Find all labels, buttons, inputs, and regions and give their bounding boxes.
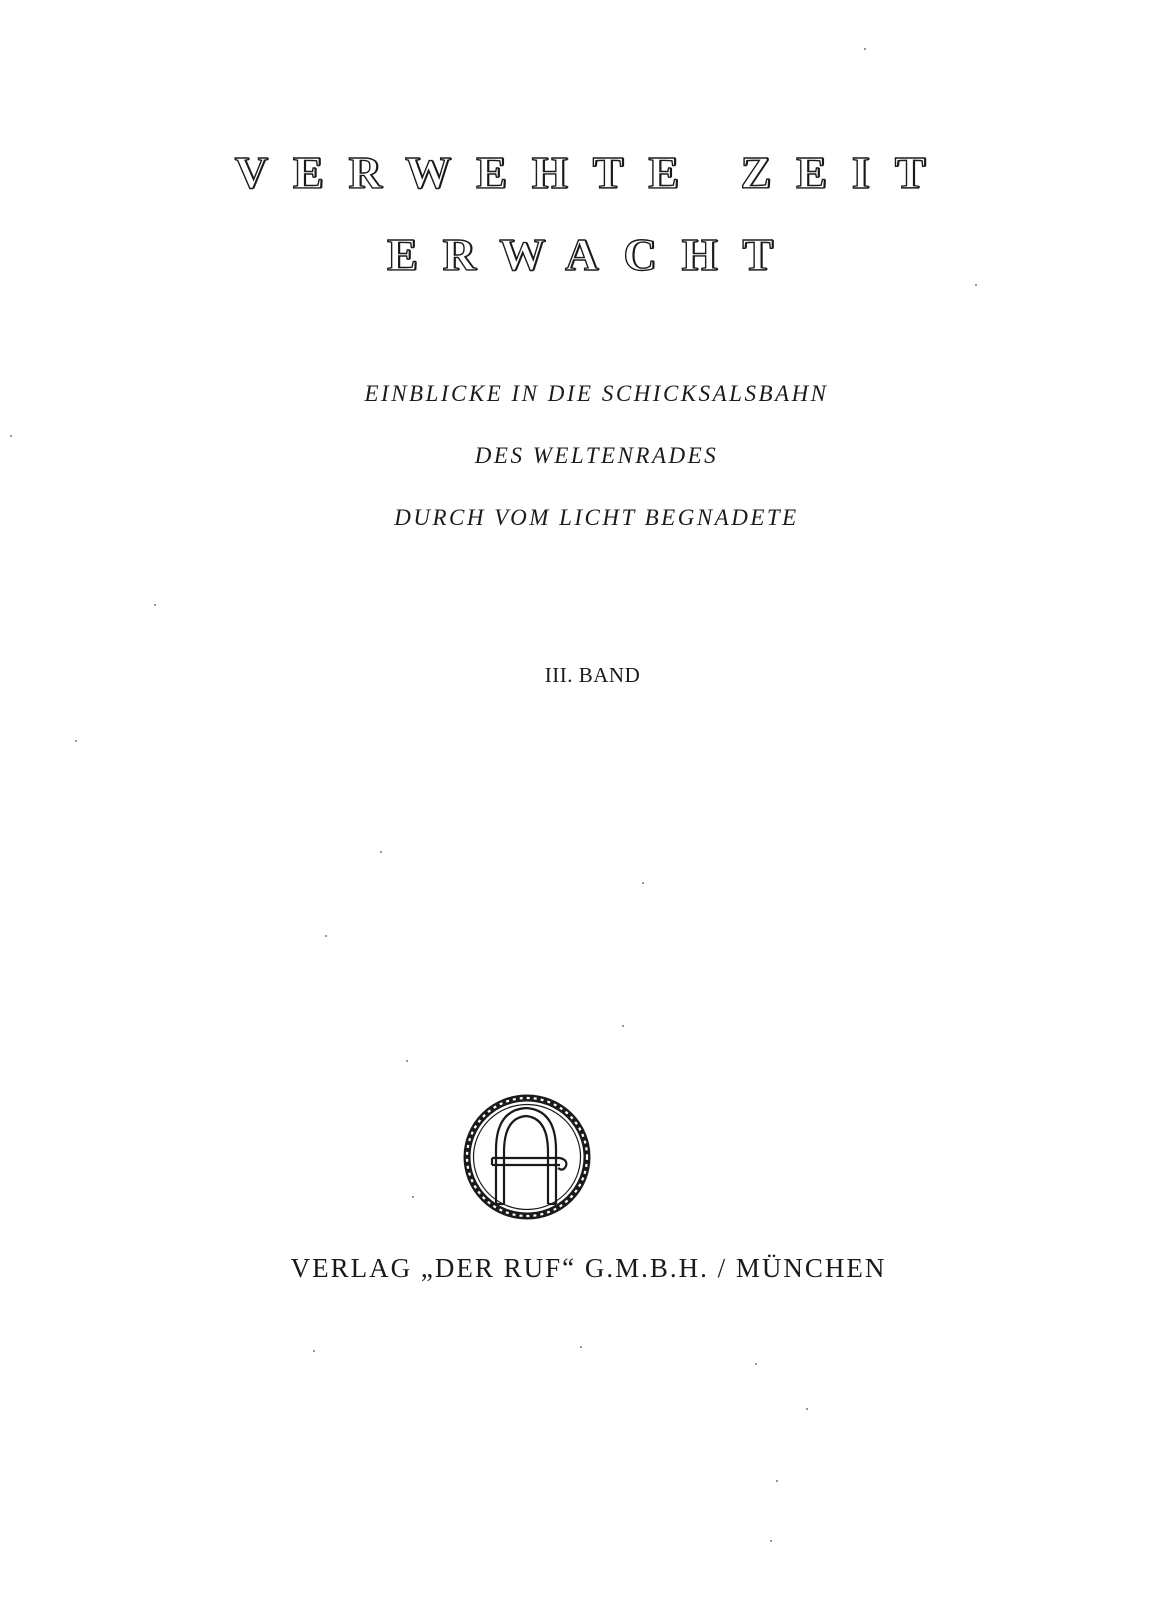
publisher-imprint: VERLAG „DER RUF“ G.M.B.H. / MÜNCHEN xyxy=(290,1253,887,1283)
paper-speck xyxy=(580,1346,582,1348)
volume-label: III. BAND xyxy=(544,663,641,687)
paper-speck xyxy=(406,1060,408,1062)
paper-speck xyxy=(776,1480,778,1482)
subtitle-line-1: EINBLICKE IN DIE SCHICKSALSBAHN xyxy=(364,381,829,406)
paper-speck xyxy=(412,1196,414,1198)
paper-speck xyxy=(642,882,644,884)
paper-speck xyxy=(75,740,77,742)
main-title-line-2: ERWACHT xyxy=(386,229,799,280)
paper-speck xyxy=(622,1025,624,1027)
publisher-logo-icon xyxy=(462,1092,592,1222)
subtitle-line-3: DURCH VOM LICHT BEGNADETE xyxy=(394,505,799,530)
paper-speck xyxy=(380,851,382,853)
paper-speck xyxy=(975,284,977,286)
logo-letter: A xyxy=(462,1092,463,1093)
paper-speck xyxy=(864,48,866,50)
paper-speck xyxy=(806,1408,808,1410)
paper-speck xyxy=(755,1363,757,1365)
paper-speck xyxy=(154,604,156,606)
main-title-line-1: VERWEHTE ZEIT xyxy=(234,147,951,198)
monogram-ring-icon xyxy=(462,1092,592,1222)
paper-speck xyxy=(10,435,12,437)
paper-speck xyxy=(325,935,327,937)
paper-speck xyxy=(313,1350,315,1352)
subtitle-line-2: DES WELTENRADES xyxy=(474,443,719,468)
paper-speck xyxy=(770,1540,772,1542)
